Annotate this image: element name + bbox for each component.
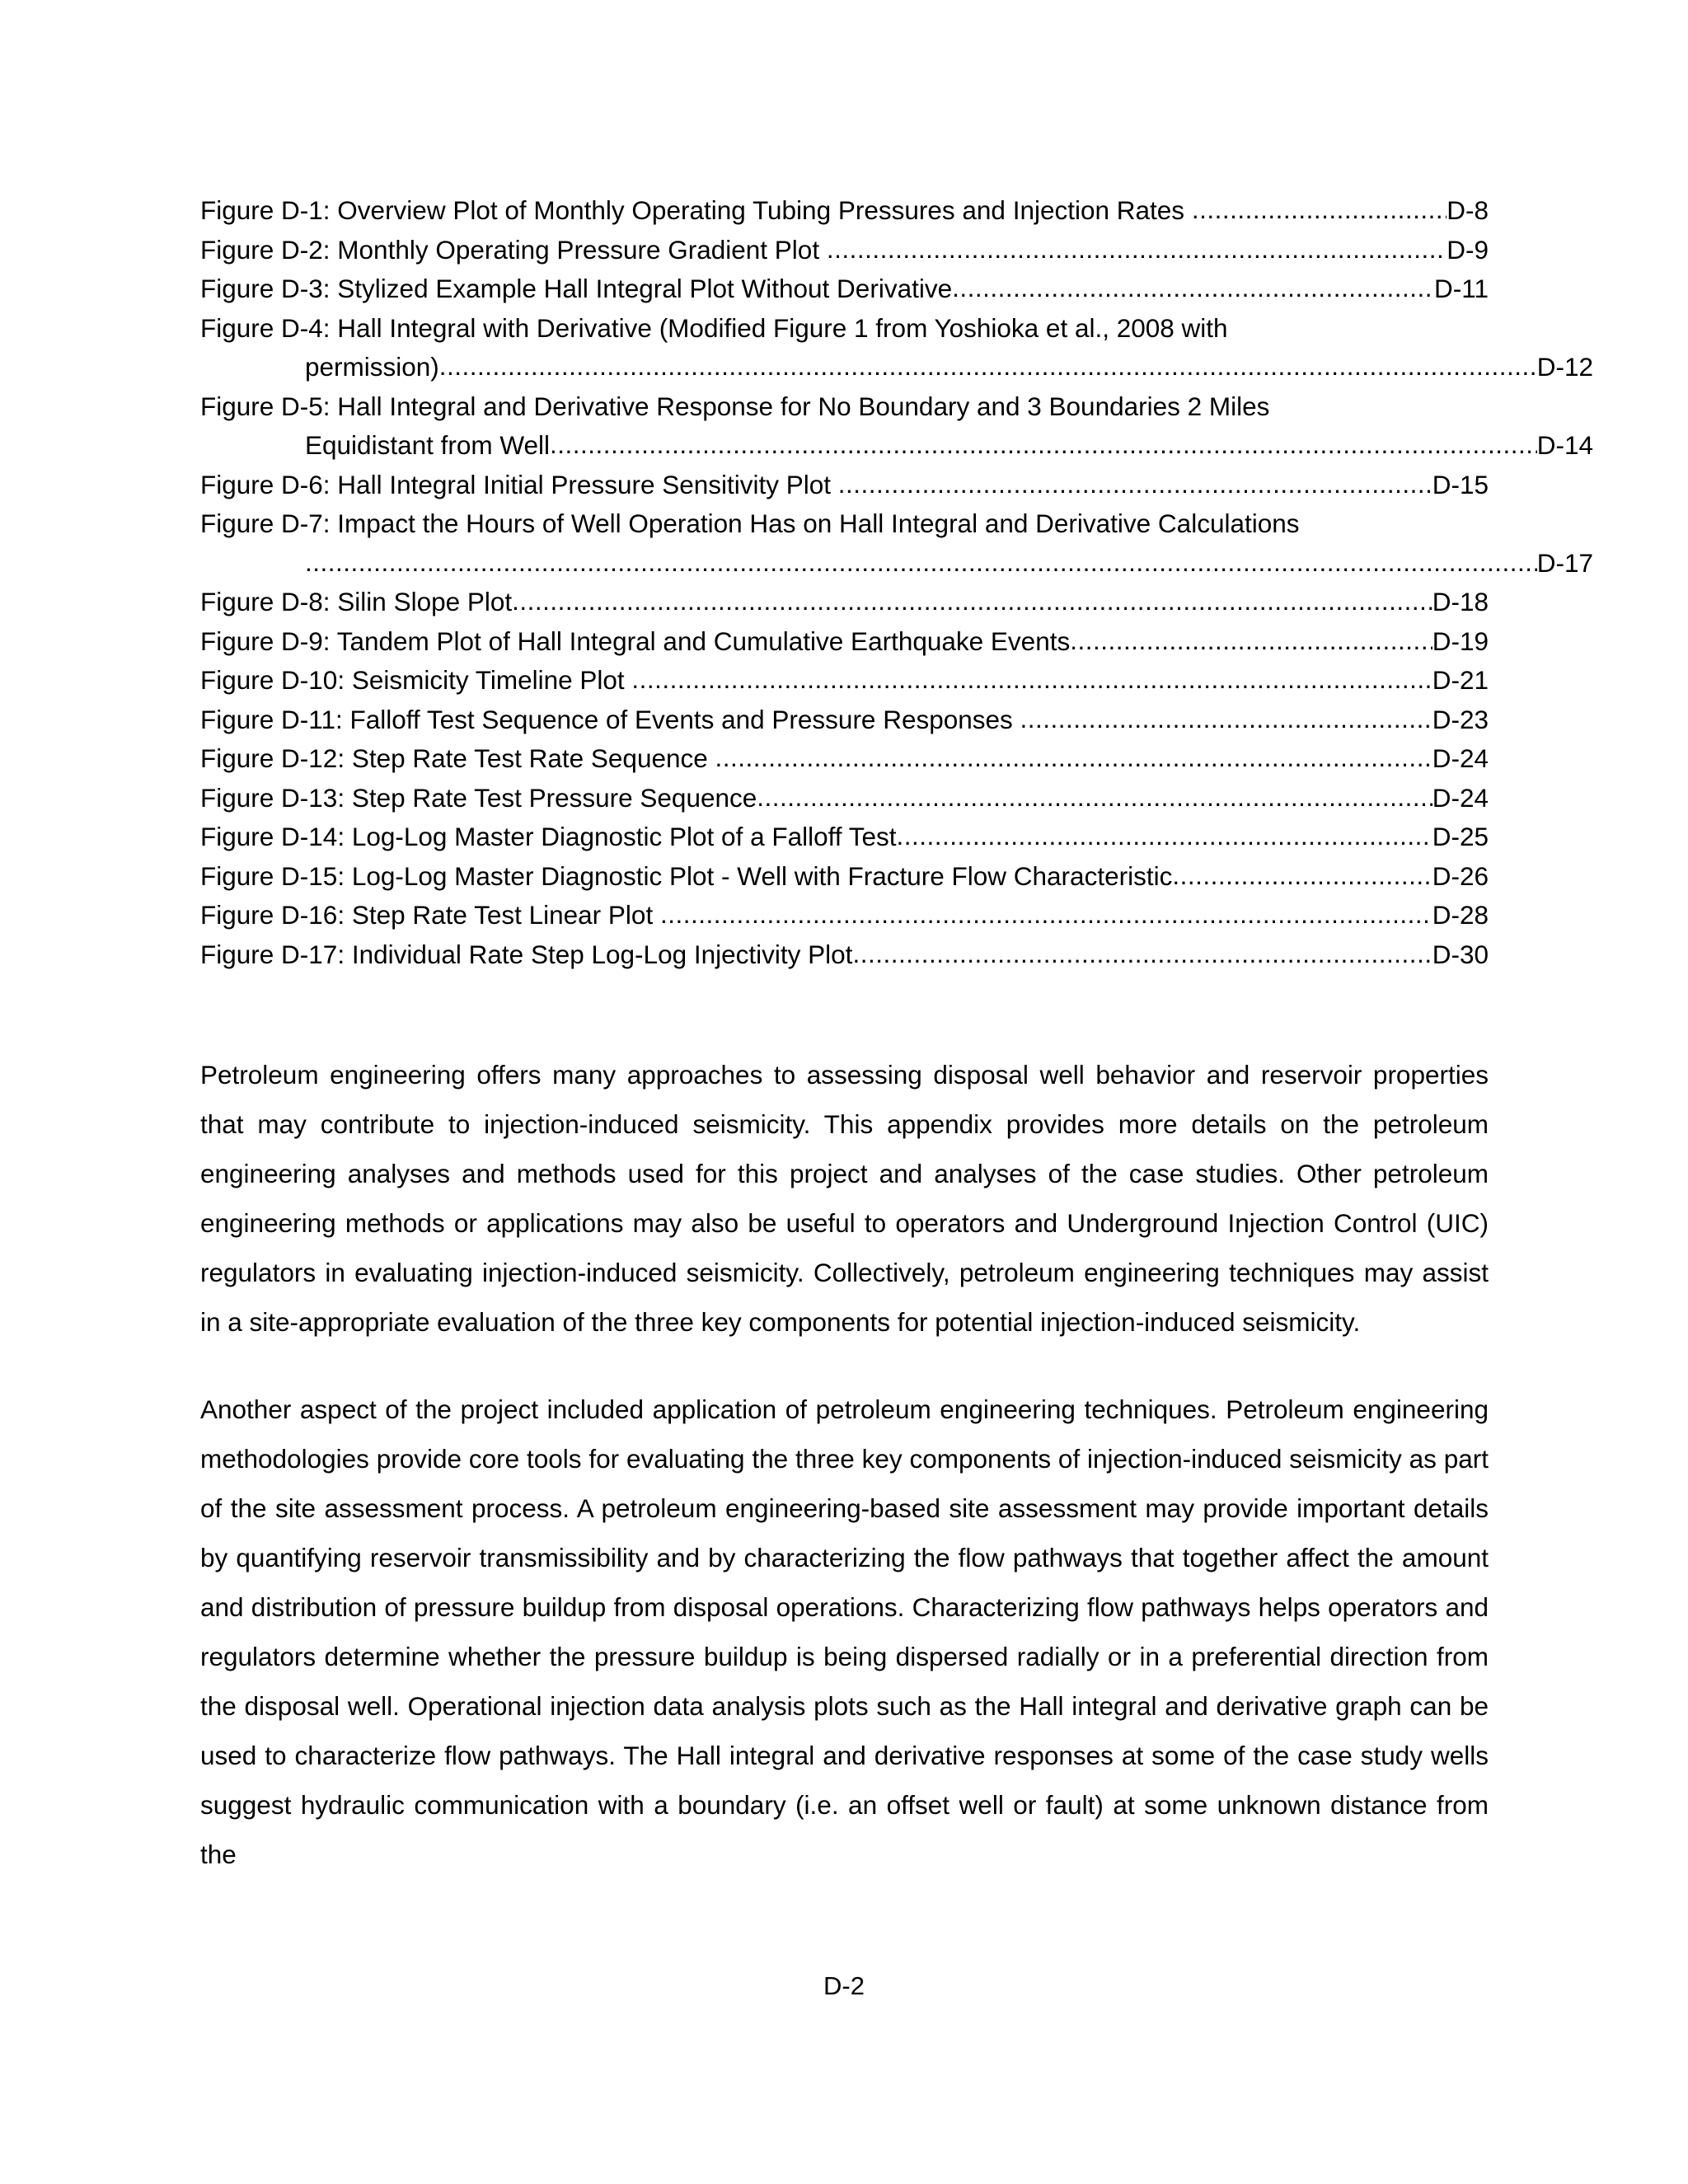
toc-dot-leader xyxy=(715,738,1432,778)
toc-entry-line xyxy=(200,309,1489,349)
toc-page-number: D-24 xyxy=(1432,782,1489,813)
toc-entry[interactable] xyxy=(200,504,1593,583)
toc-entry-label: Equidistant from Well xyxy=(305,430,551,460)
toc-entry[interactable] xyxy=(200,466,1489,505)
body-paragraph: Petroleum engineering offers many approaches to assessing disposal well behavior and reservoir properties that may contribute to injection-induced seismicity. This appendix provides more details on the petroleum engineering analyses and methods used for this project and analyses of the case studies. Other petroleum engineering methods or applications may also be useful to operators and Underground Injection Control (UIC) regulators in evaluating injection-induced seismicity. Collectively, petroleum engineering techniques may assist in a site-appropriate evaluation of the three key components for potential injection-induced seismicity. xyxy=(200,1060,1489,1337)
toc-entry-label: Figure D-15: Log-Log Master Diagnostic Plot - Well with Fracture Flow Characteristic xyxy=(200,860,1173,891)
toc-entry-line xyxy=(200,504,1489,544)
toc-dot-leader xyxy=(897,817,1432,856)
toc-dot-leader xyxy=(631,660,1432,700)
toc-entry-line xyxy=(200,348,1593,387)
toc-entry-line xyxy=(200,269,1489,309)
toc-entry-label: permission) xyxy=(305,352,439,382)
toc-page-number: D-24 xyxy=(1432,743,1489,773)
toc-page-number: D-30 xyxy=(1432,939,1489,969)
toc-page-number: D-26 xyxy=(1432,860,1489,891)
toc-entry-line xyxy=(200,739,1489,779)
toc-entry-label: Figure D-12: Step Rate Test Rate Sequence xyxy=(200,743,715,773)
toc-entry[interactable] xyxy=(200,583,1489,622)
toc-entry-line xyxy=(200,701,1489,740)
toc-dot-leader xyxy=(550,425,1537,465)
toc-entry-label: Figure D-1: Overview Plot of Monthly Operating Tubing Pressures and Injection Rates xyxy=(200,195,1192,225)
toc-dot-leader xyxy=(305,543,1537,583)
toc-page-number: D-9 xyxy=(1447,234,1489,265)
toc-entry-label: Figure D-14: Log-Log Master Diagnostic Plot of a Falloff Test xyxy=(200,822,897,851)
toc-dot-leader xyxy=(512,582,1432,621)
toc-entry-label: Figure D-16: Step Rate Test Linear Plot xyxy=(200,900,660,930)
toc-entry[interactable] xyxy=(200,269,1489,309)
toc-entry-line xyxy=(200,818,1489,857)
footer-page-number: D-2 xyxy=(823,1971,865,2000)
toc-entry-label: Figure D-5: Hall Integral and Derivative Response for No Boundary and 3 Boundaries 2 Miles xyxy=(200,391,1270,421)
toc-entry[interactable] xyxy=(200,231,1489,270)
list-of-figures xyxy=(200,191,1593,974)
toc-entry-line xyxy=(200,387,1489,427)
toc-entry[interactable] xyxy=(200,935,1489,975)
toc-entry-label: Figure D-9: Tandem Plot of Hall Integral and Cumulative Earthquake Events xyxy=(200,626,1071,656)
toc-page-number: D-12 xyxy=(1536,352,1593,382)
body-text xyxy=(200,1050,1489,1879)
toc-entry-line xyxy=(200,466,1489,505)
toc-dot-leader xyxy=(1020,700,1432,739)
toc-dot-leader xyxy=(952,269,1434,308)
toc-dot-leader xyxy=(827,230,1447,269)
toc-page-number: D-14 xyxy=(1536,430,1593,460)
toc-entry-label: Figure D-7: Impact the Hours of Well Operation Has on Hall Integral and Derivative Calculations xyxy=(200,509,1300,538)
toc-dot-leader xyxy=(660,895,1432,935)
toc-entry-label: Figure D-6: Hall Integral Initial Pressure Sensitivity Plot xyxy=(200,469,838,499)
toc-entry-line xyxy=(200,779,1489,818)
toc-entry-label: Figure D-17: Individual Rate Step Log-Log Injectivity Plot xyxy=(200,939,853,969)
toc-entry[interactable] xyxy=(200,739,1489,779)
toc-entry-line xyxy=(200,622,1489,662)
toc-page-number: D-18 xyxy=(1432,587,1489,616)
toc-entry[interactable] xyxy=(200,896,1489,935)
toc-page-number: D-17 xyxy=(1536,547,1593,578)
toc-entry-label: Figure D-10: Seismicity Timeline Plot xyxy=(200,665,632,695)
toc-entry[interactable] xyxy=(200,191,1489,231)
toc-entry-line xyxy=(200,544,1593,583)
toc-page-number: D-11 xyxy=(1434,274,1489,303)
toc-dot-leader xyxy=(439,347,1537,387)
toc-entry[interactable] xyxy=(200,309,1593,387)
toc-dot-leader xyxy=(838,465,1432,504)
toc-entry-line xyxy=(200,231,1489,270)
page-content xyxy=(200,191,1593,1879)
toc-page-number: D-21 xyxy=(1432,665,1489,695)
toc-dot-leader xyxy=(1172,856,1432,896)
toc-entry[interactable] xyxy=(200,661,1489,701)
toc-entry[interactable] xyxy=(200,857,1489,897)
toc-entry-line xyxy=(200,191,1489,231)
toc-page-number: D-8 xyxy=(1447,195,1489,225)
toc-entry[interactable] xyxy=(200,387,1593,466)
body-paragraph: Another aspect of the project included application of petroleum engineering techniques. Petroleum engineering methodologies provide core tools for evaluating the three key components of injection-induced seismicity as part of the site assessment process. A petroleum engineering-based site assessment may provide important details by quantifying reservoir transmissibility and by characterizing the flow pathways that together affect the amount and distribution of pressure buildup from disposal operations. Characterizing flow pathways helps operators and regulators determine whether the pressure buildup is being dispersed radially or in a preferential direction from the disposal well. Operational injection data analysis plots such as the Hall integral and derivative graph can be used to characterize flow pathways. The Hall integral and derivative responses at some of the case study wells suggest hydraulic communication with a boundary (i.e. an offset well or fault) at some unknown distance from the xyxy=(200,1394,1489,1869)
toc-entry[interactable] xyxy=(200,622,1489,662)
toc-entry-label: Figure D-8: Silin Slope Plot xyxy=(200,587,513,616)
toc-entry-line xyxy=(200,583,1489,622)
toc-dot-leader xyxy=(1192,190,1447,230)
toc-entry-label: Figure D-3: Stylized Example Hall Integral Plot Without Derivative xyxy=(200,274,953,303)
toc-entry-label: Figure D-13: Step Rate Test Pressure Sequence xyxy=(200,782,757,813)
toc-page-number: D-25 xyxy=(1432,822,1489,851)
toc-entry-line xyxy=(200,426,1593,466)
toc-page-number: D-19 xyxy=(1432,626,1489,656)
toc-dot-leader xyxy=(1070,621,1432,661)
toc-entry[interactable] xyxy=(200,818,1489,857)
toc-entry-label: Figure D-2: Monthly Operating Pressure Gradient Plot xyxy=(200,234,827,265)
toc-entry-label: Figure D-11: Falloff Test Sequence of Events and Pressure Responses xyxy=(200,704,1020,734)
toc-page-number: D-23 xyxy=(1432,704,1489,734)
toc-entry-label: Figure D-4: Hall Integral with Derivative (Modified Figure 1 from Yoshioka et al., 2008 with xyxy=(200,312,1228,343)
toc-entry[interactable] xyxy=(200,701,1489,740)
toc-dot-leader xyxy=(757,778,1432,818)
toc-entry[interactable] xyxy=(200,779,1489,818)
toc-page-number: D-15 xyxy=(1432,469,1489,499)
toc-entry-line xyxy=(200,896,1489,935)
toc-dot-leader xyxy=(852,935,1432,974)
toc-page-number: D-28 xyxy=(1432,900,1489,930)
toc-entry-line xyxy=(200,935,1489,975)
toc-entry-line xyxy=(200,661,1489,701)
toc-entry-line xyxy=(200,857,1489,897)
